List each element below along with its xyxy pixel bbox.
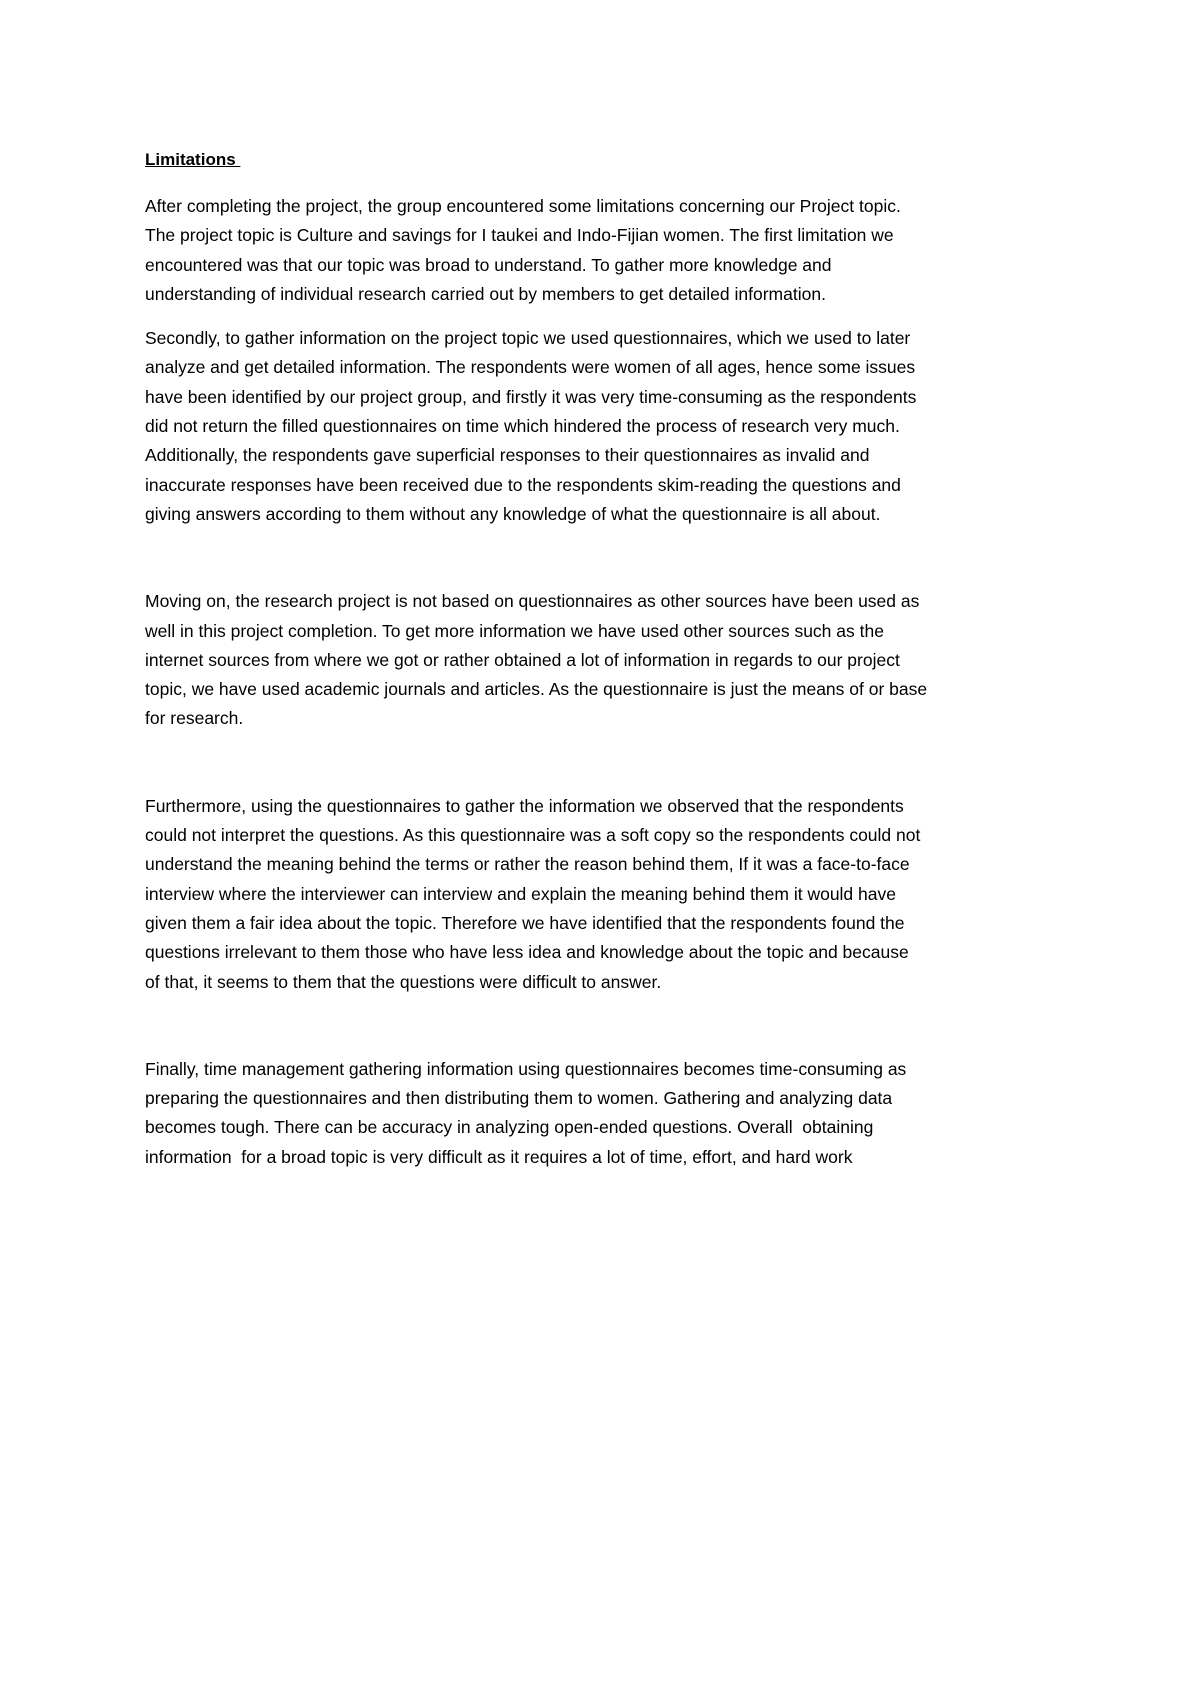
- text-line: becomes tough. There can be accuracy in analyzing open-ended questions. Overall obtaining: [145, 1117, 874, 1138]
- paragraph-spacer: [145, 734, 1070, 792]
- text-line: The project topic is Culture and savings for I taukei and Indo-Fijian women. The first limitation we: [145, 225, 894, 246]
- text-line: Moving on, the research project is not based on questionnaires as other sources have been used as: [145, 591, 920, 612]
- text-line: for research.: [145, 708, 244, 729]
- paragraph-4: [145, 792, 1070, 997]
- paragraph-spacer: [145, 309, 1070, 324]
- paragraph-5: [145, 1055, 1070, 1172]
- text-line: understand the meaning behind the terms or rather the reason behind them, If it was a face-to-face: [145, 854, 910, 875]
- text-line: interview where the interviewer can interview and explain the meaning behind them it would have: [145, 883, 896, 904]
- text-line: internet sources from where we got or rather obtained a lot of information in regards to our project: [145, 649, 900, 670]
- text-line: inaccurate responses have been received due to the respondents skim-reading the questions and: [145, 474, 901, 495]
- text-line: Secondly, to gather information on the project topic we used questionnaires, which we used to later: [145, 328, 911, 349]
- paragraph-2: [145, 324, 1070, 529]
- paragraph-spacer: [145, 529, 1070, 587]
- paragraph-3: [145, 587, 1070, 733]
- text-line: have been identified by our project group, and firstly it was very time-consuming as the respondents: [145, 386, 917, 407]
- text-line: did not return the filled questionnaires on time which hindered the process of research very much.: [145, 416, 900, 437]
- text-line: analyze and get detailed information. The respondents were women of all ages, hence some issues: [145, 357, 916, 378]
- text-line: giving answers according to them without any knowledge of what the questionnaire is all about.: [145, 503, 881, 524]
- text-line: Finally, time management gathering information using questionnaires becomes time-consuming as: [145, 1058, 907, 1079]
- text-line: given them a fair idea about the topic. Therefore we have identified that the respondents found the: [145, 912, 905, 933]
- text-line: well in this project completion. To get more information we have used other sources such as the: [145, 620, 884, 641]
- text-line: information for a broad topic is very difficult as it requires a lot of time, effort, and hard work: [145, 1146, 853, 1167]
- text-line: understanding of individual research carried out by members to get detailed information.: [145, 283, 826, 304]
- text-line: After completing the project, the group encountered some limitations concerning our Project topic.: [145, 196, 901, 216]
- text-line: Additionally, the respondents gave superficial responses to their questionnaires as invalid and: [145, 445, 870, 466]
- document-body: [145, 145, 1070, 1172]
- text-line: topic, we have used academic journals and articles. As the questionnaire is just the means of or base: [145, 679, 928, 700]
- text-line: questions irrelevant to them those who have less idea and knowledge about the topic and because: [145, 942, 909, 963]
- text-line: encountered was that our topic was broad to understand. To gather more knowledge and: [145, 254, 832, 275]
- paragraph-1: [145, 192, 1070, 309]
- text-line: preparing the questionnaires and then distributing them to women. Gathering and analyzing data: [145, 1088, 893, 1109]
- text-line: could not interpret the questions. As this questionnaire was a soft copy so the respondents could not: [145, 825, 921, 846]
- text-line: of that, it seems to them that the questions were difficult to answer.: [145, 971, 662, 992]
- paragraph-spacer: [145, 997, 1070, 1055]
- text-line: Furthermore, using the questionnaires to gather the information we observed that the respondents: [145, 795, 904, 816]
- section-heading: Limitations: [145, 150, 241, 169]
